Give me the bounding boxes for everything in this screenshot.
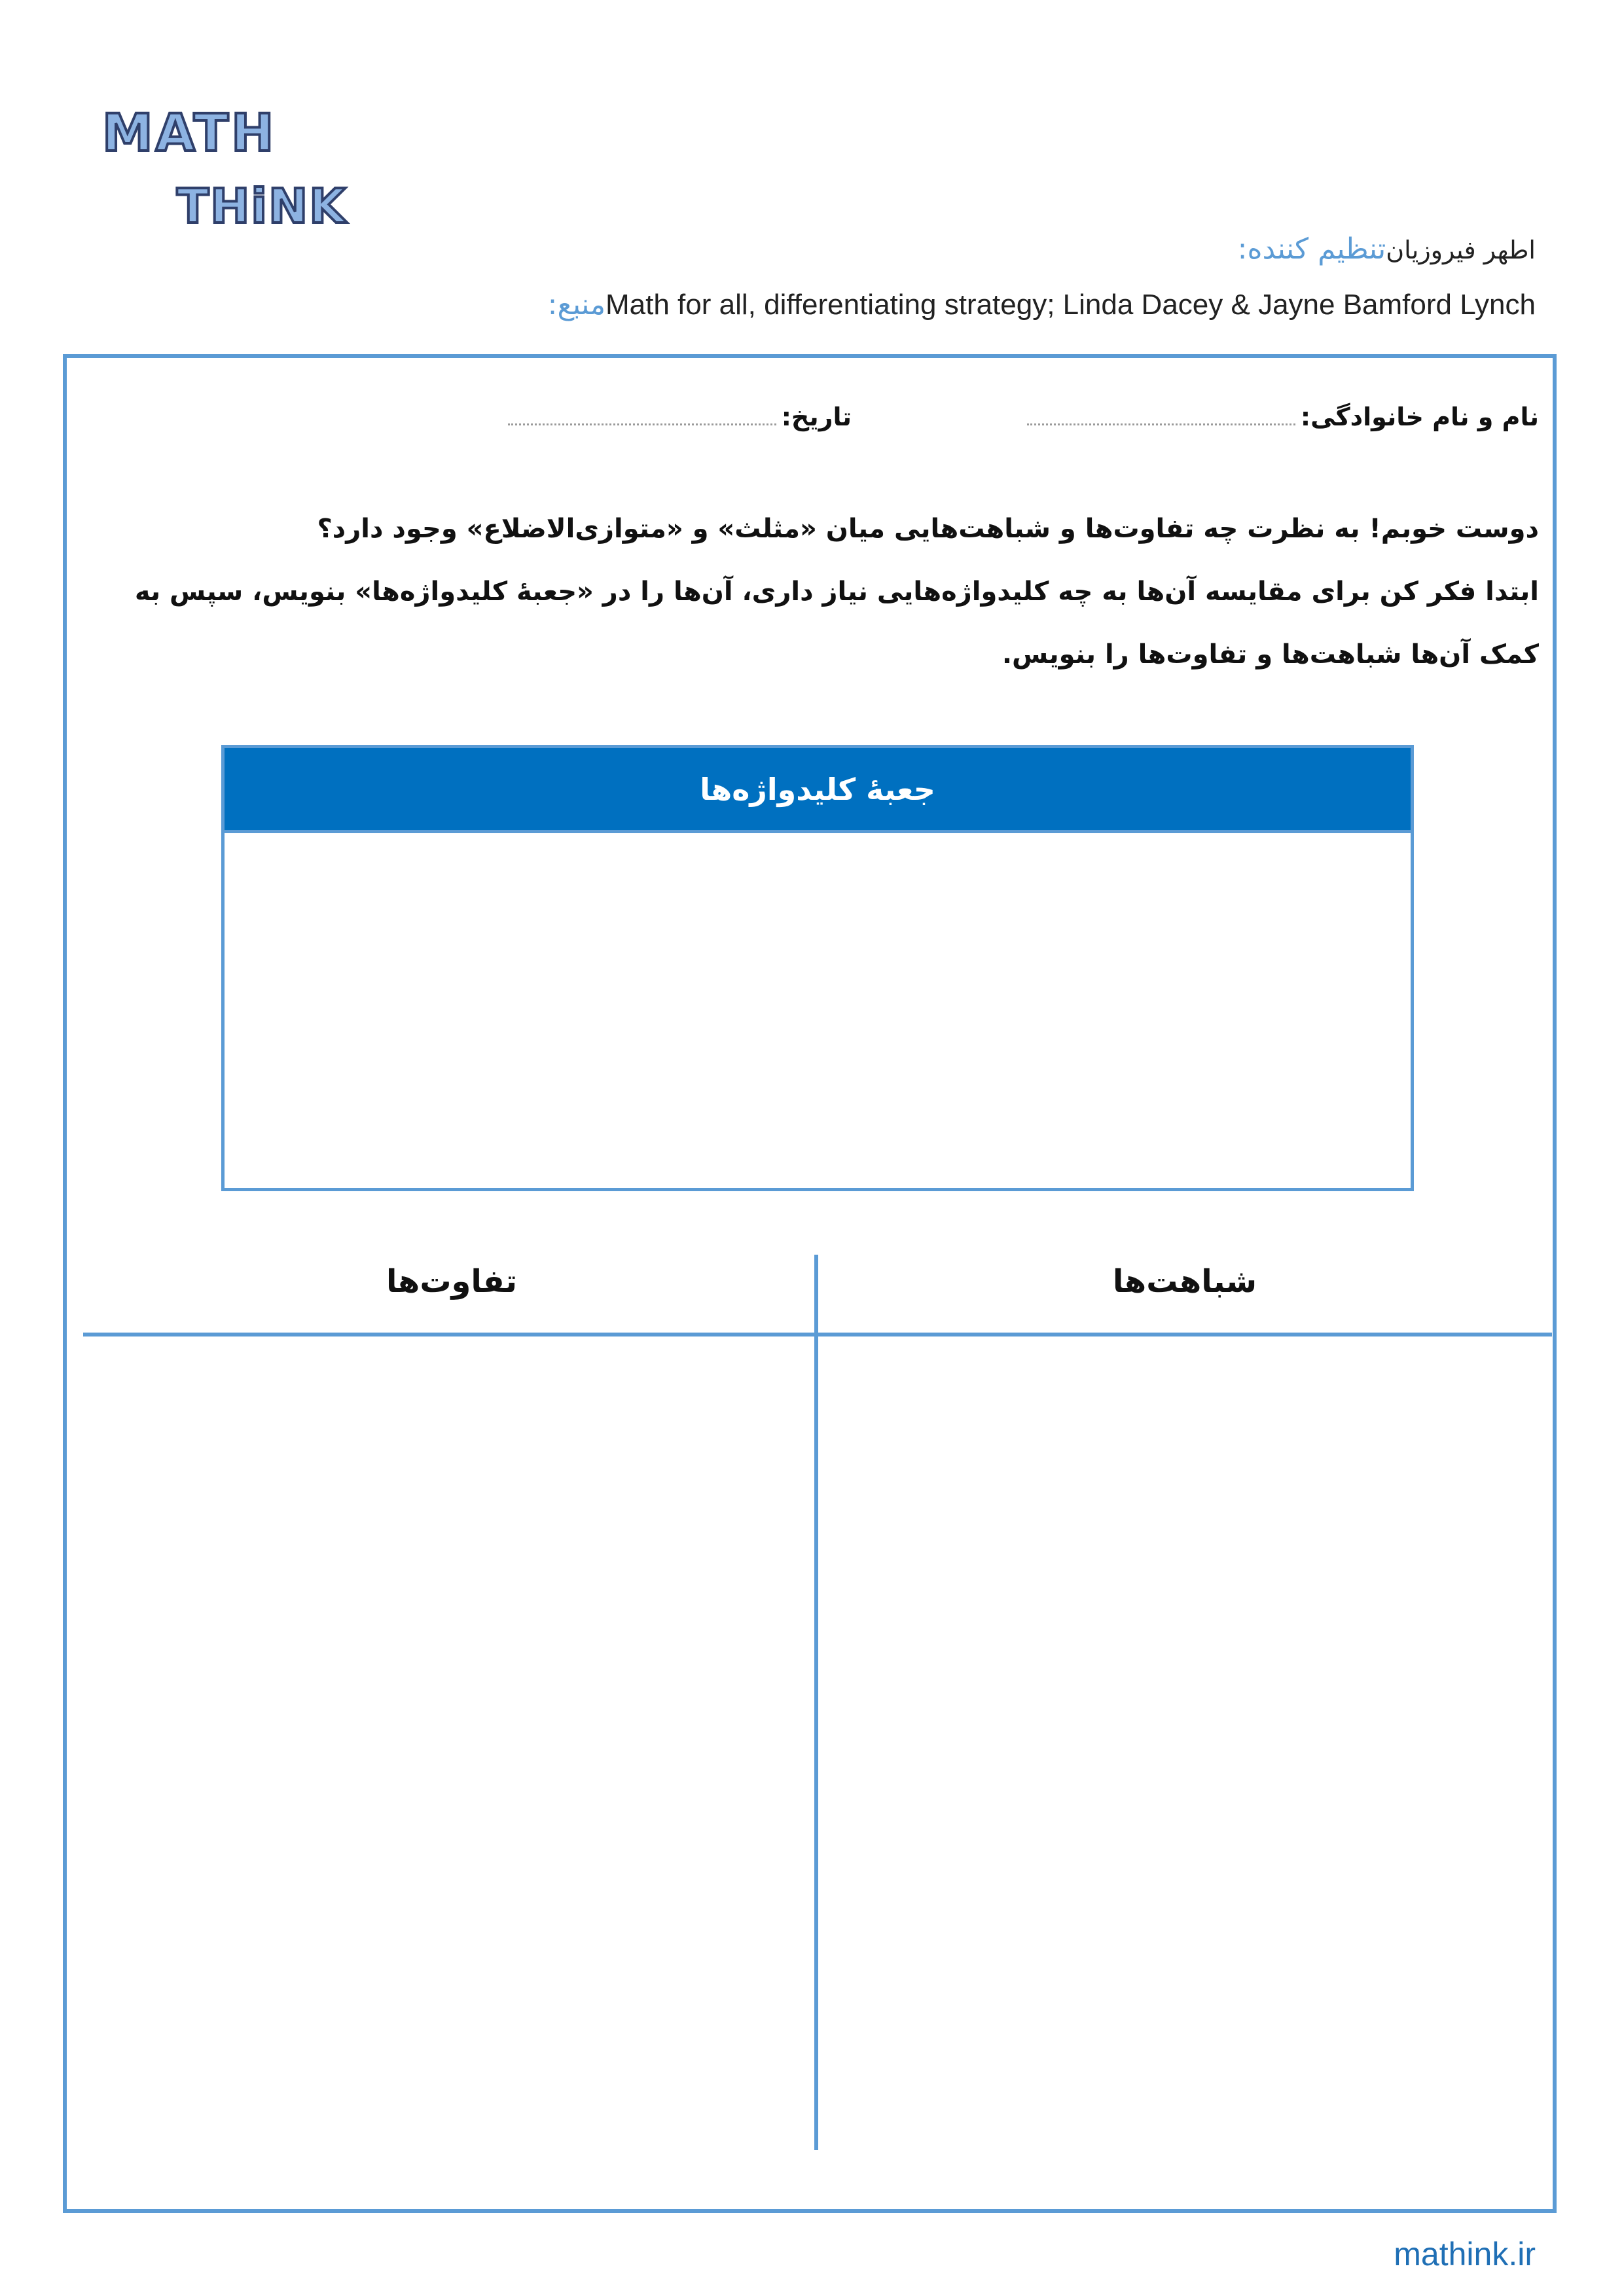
mathink-logo — [98, 98, 360, 236]
logo-line2: THiNK — [177, 179, 348, 234]
source-row — [522, 288, 1536, 321]
instructions — [92, 497, 1539, 686]
author-label: تنظیم کننده: — [1237, 232, 1386, 266]
date-blank[interactable] — [508, 410, 776, 425]
author-row — [1212, 232, 1536, 266]
date-field[interactable] — [508, 403, 852, 431]
keyword-box[interactable] — [221, 745, 1414, 1191]
instruction-task: ابتدا فکر کن برای مقایسه آن‌ها به چه کلیدواژه‌هایی نیاز داری، آن‌ها را در «جعبۀ کلیدواژه‌ها» بنویس، سپس به کمک آن‌ها شباهت‌ها و تفاوت‌ها را بنویس. — [134, 577, 1539, 670]
author-value: اطهر فیروزیان — [1386, 236, 1536, 264]
logo-line1: MATH — [102, 104, 277, 163]
keyword-box-title: جعبۀ کلیدواژه‌ها — [225, 748, 1411, 833]
name-blank[interactable] — [1027, 410, 1295, 425]
instruction-question: دوست خوبم! به نظرت چه تفاوت‌ها و شباهت‌هایی میان «مثلث» و «متوازی‌الاضلاع» وجود دارد؟ — [317, 514, 1539, 544]
t-chart-vertical-line — [814, 1255, 818, 2150]
name-label: نام و نام خانوادگی: — [1300, 403, 1539, 431]
logo-graphic — [98, 98, 360, 236]
student-info — [497, 403, 1539, 442]
name-field[interactable] — [1027, 403, 1539, 431]
similarities-heading: شباهت‌ها — [1112, 1263, 1257, 1300]
date-label: تاریخ: — [781, 403, 852, 431]
differences-heading: تفاوت‌ها — [386, 1263, 517, 1300]
source-label: منبع: — [547, 288, 606, 321]
footer-site: mathink.ir — [1394, 2236, 1536, 2272]
source-value: Math for all, differentiating strategy; Linda Dacey & Jayne Bamford Lynch — [605, 289, 1536, 321]
